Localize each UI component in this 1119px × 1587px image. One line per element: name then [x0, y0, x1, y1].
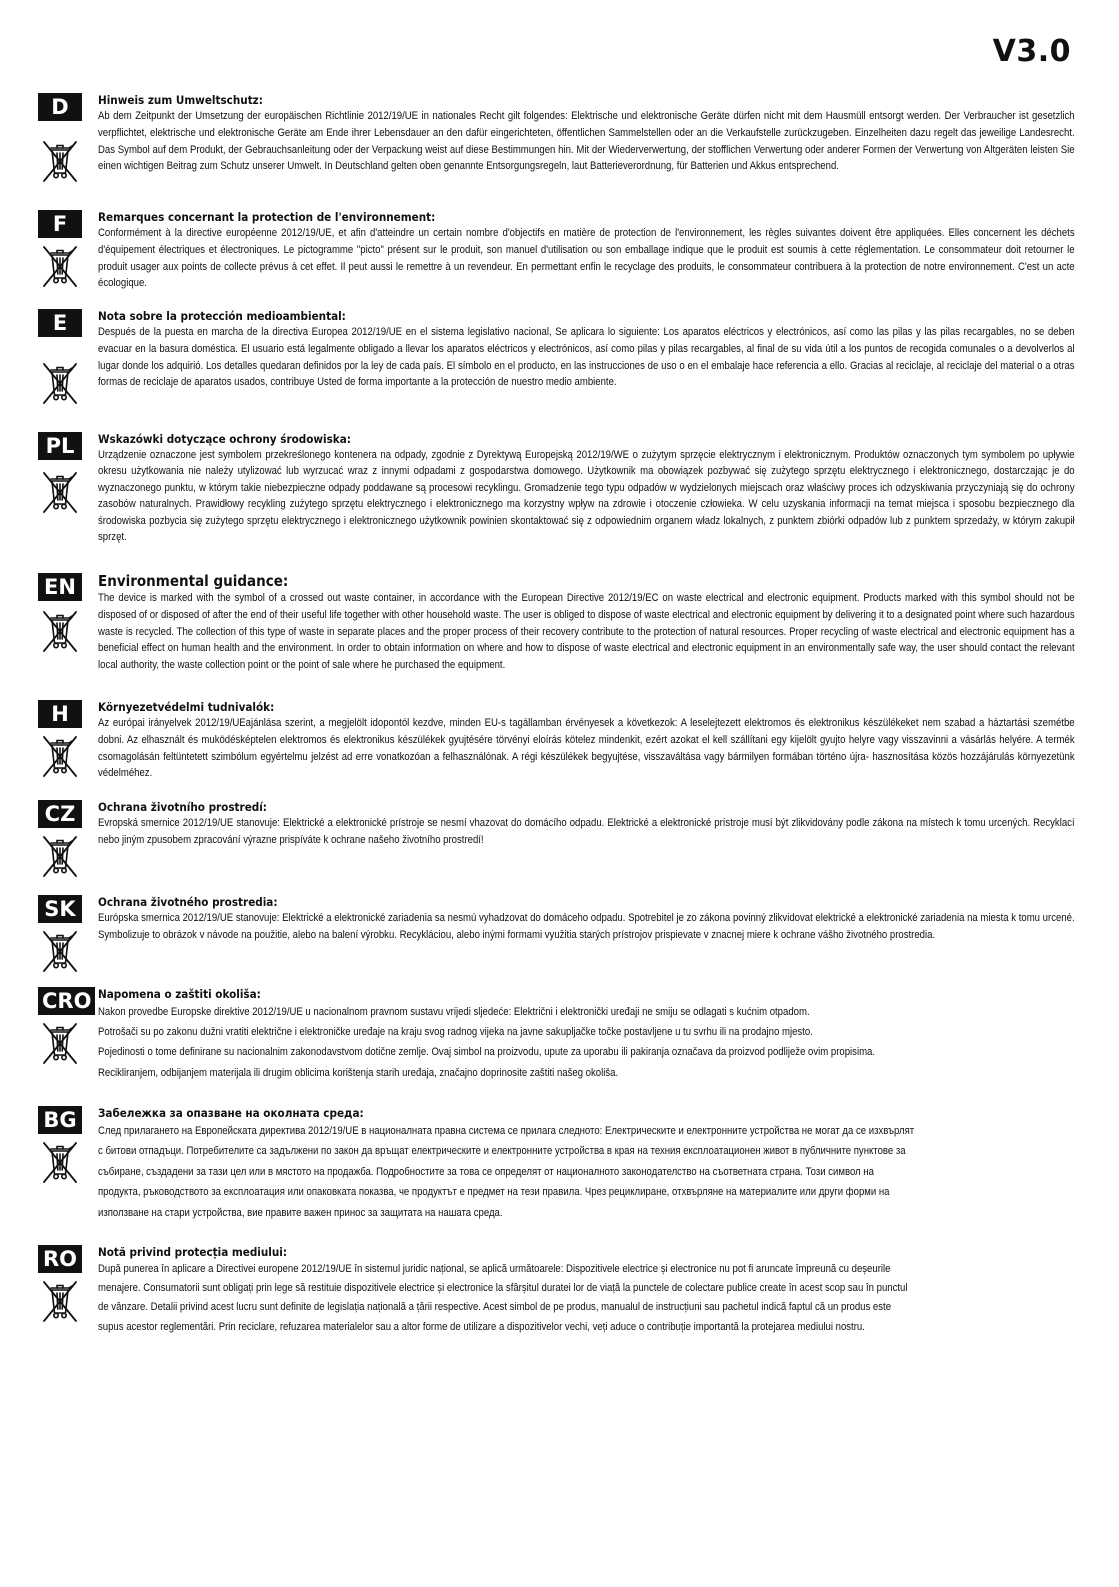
language-badge-bg: BG — [38, 1106, 82, 1134]
crossed-out-wheelie-bin-icon — [42, 929, 78, 973]
language-badge-f: F — [38, 210, 82, 238]
text-line: използване на стари устройства, вие правите важен принос за защитата на нашата среда. — [98, 1206, 503, 1219]
section-title: Ochrana životného prostredia: — [98, 895, 278, 909]
section-text: Después de la puesta en marcha de la directiva Europea 2012/19/UE en el sistema legislativo nacional, Se aplicara lo siguiente: Los aparatos eléctricos y electrónicos, así como las pilas y las pilas recargables, no se deben evacuar en la basura doméstica. El usuario está legalmente obligado a llevar los aparatos eléctricos y electrónicos, así como pilas y pilas recargables, al final de su vida útil a los puntos de recogida comunales o a devolverlos al lugar donde los adquirió. Los detalles quedaran definidos por la ley de cada país. El símbolo en el producto, en las instrucciones de uso o en el embalaje hace referencia a ello. Gracias al reciclaje, al reciclaje del material o a otras formas de reciclaje de aparatos usados, contribuye Usted de forma importante a la protección de nuestro medio ambiente. — [98, 326, 1075, 389]
section-title: Wskazówki dotyczące ochrony środowiska: — [98, 432, 351, 446]
section-text — [98, 1260, 1075, 1337]
section-text — [98, 1121, 1075, 1223]
section-text: Evropská smernice 2012/19/UE stanovuje: Elektrické a elektronické prístroje se nesmí vhazovat do domácího odpadu. Elektrické a elektronické prístroje musí být zlikvidovány podle zákona na místech k tomu urcených. Recyklací nebo jiným zpusobem zpracování výrazne prispíváte k ochrane našeho životního prostredí! — [98, 817, 1075, 846]
crossed-out-wheelie-bin-icon — [42, 244, 78, 288]
crossed-out-wheelie-bin-icon — [42, 1140, 78, 1184]
crossed-out-wheelie-bin-icon — [42, 834, 78, 878]
language-badge-sk: SK — [38, 895, 82, 923]
section-title: Környezetvédelmi tudnivalók: — [98, 700, 275, 714]
language-badge-e: E — [38, 309, 82, 337]
version-label: V3.0 — [992, 34, 1071, 69]
crossed-out-wheelie-bin-icon — [42, 361, 78, 405]
crossed-out-wheelie-bin-icon — [42, 734, 78, 778]
section-text: Európska smernica 2012/19/UE stanovuje: Elektrické a elektronické zariadenia sa nesmú vyhadzovat do domáceho odpadu. Spotrebitel je zo zákona povinný zlikvidovat elektrické a elektronické zariadenia na miesta k tomu urcené. Symbolizuje to obrázok v návode na použitie, alebo na balení výrobku. Recykláciou, alebo inými formami využitia starých prístrojov prispievate v znacnej miere k ochrane vášho životného prostredia. — [98, 912, 1075, 941]
language-badge-pl: PL — [38, 432, 82, 460]
section-title: Environmental guidance: — [98, 572, 289, 590]
crossed-out-wheelie-bin-icon — [42, 1279, 78, 1323]
section-title: Napomena o zaštiti okoliša: — [98, 987, 261, 1001]
language-badge-cz: CZ — [38, 800, 82, 828]
text-line: Potrošači su po zakonu dužni vratiti električne i elektroničke uređaje na kraju svog radnog vijeka na javne sakupljačke točke postavljene u tu svrhu ili na prodajno mjesto. — [98, 1026, 813, 1039]
section-title: Hinweis zum Umweltschutz: — [98, 93, 263, 107]
section-text: The device is marked with the symbol of a crossed out waste container, in accordance with the European Directive 2012/19/EC on waste electrical and electronic equipment. Products marked with this symbol should not be disposed of or disposed of after the end of their useful life together with other household waste. The user is obliged to dispose of waste electrical and electronic equipment by delivering it to a designated point where such hazardous waste is recycled. The collection of this type of waste in separate places and the proper process of their recovery contribute to the protection of natural resources. Proper recycling of waste electrical and electronic equipment has a beneficial effect on human health and the environment. In order to obtain information on where and how to dispose of waste electrical and electronic equipment in an environmentally safe way, the user should contact the relevant local authority, the waste collection point or the point of sale where he purchased the equipment. — [98, 592, 1075, 672]
section-text: Ab dem Zeitpunkt der Umsetzung der europäischen Richtlinie 2012/19/UE in nationales Recht gilt folgendes: Elektrische und elektronische Geräte dürfen nicht mit dem Hausmüll entsorgt werden. Der Verbraucher ist gesetzlich verpflichtet, elektrische und elektronische Geräte am Ende ihrer Lebensdauer an den dafür eingerichteten, öffentlichen Sammelstellen oder an die Verkaufstelle zurückzugeben. Einzelheiten dazu regelt das jeweilige Landesrecht. Das Symbol auf dem Produkt, der Gebrauchsanleitung oder der Verpackung weist auf diese Bestimmungen hin. Mit der Wiederverwertung, der stofflichen Verwertung oder anderer Formen der Verwertung von Altgeräten leisten Sie einen wichtigen Beitrag zum Schutz unserer Umwelt. In Deutschland gelten oben genannte Entsorgungsregeln, laut Batterieverordnung, für Batterien und Akkus entsprechend. — [98, 110, 1075, 173]
text-line: menajere. Consumatorii sunt obligați prin lege să restituie dispozitivele electrice și electronice la sfârșitul duratei lor de viață la punctele de colectare publice create în acest scop sau în punctul — [98, 1282, 908, 1295]
crossed-out-wheelie-bin-icon — [42, 470, 78, 514]
section-title: Remarques concernant la protection de l'environnement: — [98, 210, 436, 224]
text-line: продукта, ръководството за експлоатация или опаковката показва, че продуктът е предмет на тези правила. Чрез рециклиране, отхвърляне на материалите или други форми на — [98, 1186, 890, 1199]
text-line: с битови отпадъци. Потребителите са задължени по закон да връщат електрическите и електронните устройства в края на техния експлоатационен живот в публичните пунктове за — [98, 1145, 906, 1158]
language-badge-d: D — [38, 93, 82, 121]
crossed-out-wheelie-bin-icon — [42, 1021, 78, 1065]
section-title: Ochrana životního prostredí: — [98, 800, 267, 814]
language-badge-cro: CRO — [38, 987, 95, 1015]
language-badge-ro: RO — [38, 1245, 82, 1273]
language-badge-h: H — [38, 700, 82, 728]
text-line: Pojedinosti o tome definirane su nacionalnim zakonodavstvom dotične zemlje. Ovaj simbol na proizvodu, upute za uporabu ili pakiranja označava da proizvod podliježe ovim propisima. — [98, 1046, 876, 1059]
crossed-out-wheelie-bin-icon — [42, 139, 78, 183]
text-line: След прилагането на Европейската директива 2012/19/UE в националната правна система се прилага следното: Електрическите и електронните устройства не могат да се изхвърлят — [98, 1125, 915, 1137]
language-badge-en: EN — [38, 573, 82, 601]
text-line: de vânzare. Detalii privind acest lucru sunt definite de legislația națională a țării respective. Acest simbol de pe produs, manualul de instrucțiuni sau pachetul indică faptul că un produs este — [98, 1301, 892, 1314]
text-line: După punerea în aplicare a Directivei europene 2012/19/UE în sistemul juridic național, se aplică următoarele: Dispozitivele electrice și electronice nu pot fi aruncate împreună cu deșeurile — [98, 1263, 891, 1275]
text-line: supus acestor reglementări. Prin reciclare, refuzarea materialelor sau a altor forme de utilizare a dispozitivelor vechi, veți aduce o contribuție importantă la protejarea mediului nostru. — [98, 1320, 865, 1333]
section-text: Az európai irányelvek 2012/19/UEajánlása szerint, a megjelölt idopontól kezdve, minden EU-s tagállamban érvényesek a következok: A leselejtezett elektromos és elektronikus készülékeket nem szabad a háztartási szemétbe dobni. Az elhasznált és muködésképtelen elektromos és elektronikus készülékek gyujtésére törvényi eloírás kötelez mindenkit, ezért azokat el kell szállítani egy kijelölt gyujto helyre vagy visszavinni a vásárlás helyére. A termék csomagolásán feltüntetett szimbólum egyértelmu jelzést ad erre vonatkozóan a felhasználónak. A régi készülékek begyujtése, visszaváltása vagy bármilyen formában történo újra- hasznosítása közös hozzájárulás környezetünk védelméhez. — [98, 717, 1075, 780]
text-line: Recikliranjem, odbijanjem materijala ili drugim oblicima korištenja starih uređaja, značajno doprinosite zaštiti našeg okoliša. — [98, 1066, 619, 1079]
section-text — [98, 1002, 1075, 1083]
section-title: Notă privind protecția mediului: — [98, 1245, 288, 1259]
section-text: Urządzenie oznaczone jest symbolem przekreślonego kontenera na odpady, zgodnie z Dyrektywą Europejską 2012/19/WE o zużytym sprzęcie elektrycznym i elektronicznym. Produktów oznaczonych tym symbolem po upływie okresu użytkowania nie należy utylizować lub wyrzucać wraz z innymi odpadami z gospodarstwa domowego. Użytkownik ma obowiązek pozbywać się zużytego sprzętu elektrycznego i elektronicznego, dostarczając je do wyznaczonego punktu, w którym takie niebezpieczne odpady poddawane są procesowi recyklingu. Gromadzenie tego typu odpadów w wydzielonych miejscach oraz właściwy proces ich odzyskiwania przyczyniają się do ochrony zasobów naturalnych. Prawidłowy recykling zużytego sprzętu elektrycznego i elektronicznego ma korzystny wpływ na zdrowie i otoczenie człowieka. W celu uzyskania informacji na temat miejsca i sposobu bezpiecznego dla środowiska pozbycia się zużytego sprzętu elektrycznego i elektronicznego użytkownik powinien skontaktować się z odpowiednim organem władz lokalnych, z punktem zbiórki odpadów lub z punktem sprzedaży, w którym zakupił sprzęt. — [98, 449, 1075, 544]
section-title: Nota sobre la protección medioambiental: — [98, 309, 346, 323]
section-title: Забележка за опазване на околната среда: — [98, 1106, 364, 1120]
text-line: Nakon provedbe Europske direktive 2012/19/UE u nacionalnom pravnom sustavu vrijedi sljedeće: Električni i elektronički uređaji ne smiju se odlagati s kućnim otpadom. — [98, 1006, 810, 1018]
section-text: Conformément à la directive européenne 2012/19/UE, et afin d'atteindre un certain nombre d'objectifs en matière de protection de l'environnement, les règles suivantes doivent être appliquées. Elles concernent les déchets d'équipement électriques et électroniques. Le pictogramme "picto" présent sur le produit, son manuel d'utilisation ou son emballage indique que le produit est soumis à cette réglementation. Le consommateur doit retourner le produit usager aux points de collecte prévus à cet effet. Il peut aussi le remettre à un revendeur. En permettant enfin le recyclage des produits, le consommateur contribuera à la protection de notre environnement. C'est un acte écologique. — [98, 227, 1075, 290]
text-line: събиране, създадени за тази цел или в мястото на продажба. Подробностите за това се определят от националното законодателство на съответната страна. Този символ на — [98, 1165, 874, 1178]
crossed-out-wheelie-bin-icon — [42, 609, 78, 653]
